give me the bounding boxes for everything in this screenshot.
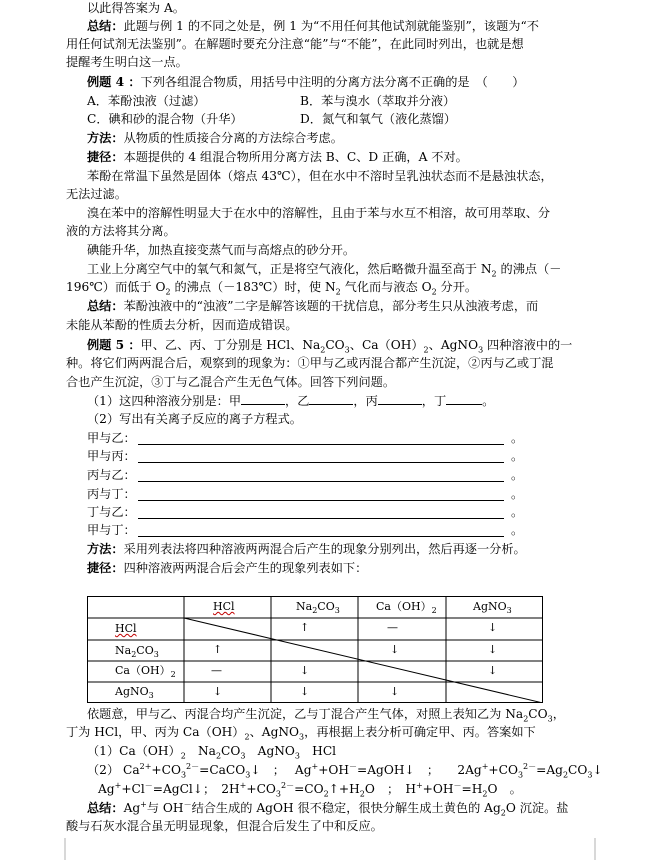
answer-blank[interactable]	[138, 518, 504, 519]
table-cell: ↓	[488, 664, 498, 677]
table-cell: ↓	[390, 685, 400, 698]
pair-label: 丙与乙：	[87, 468, 136, 482]
text-line: 酸与石灰水混合虽无明显现象，但混合后发生了中和反应。	[66, 819, 383, 833]
answer-blank[interactable]	[138, 444, 504, 445]
text-line: 无法过滤。	[66, 187, 127, 201]
text-line: 碘能升华，加热直接变蒸气而与高熔点的砂分开。	[87, 243, 356, 257]
method-line: 方法：采用列表法将四种溶液两两混合后产生的现象分别列出，然后再逐一分析。	[87, 542, 526, 556]
pair-end: 。	[511, 487, 524, 501]
col-header: HCl	[213, 600, 235, 613]
text-line: 依题意，甲与乙、丙混合均产生沉淀，乙与丁混合产生气体，对照上表知乙为 $Na_2CO_3$，	[87, 707, 565, 724]
shortcut-line: 捷径：本题提供的 4 组混合物所用分离方法 B、C、D 正确，A 不对。	[87, 150, 468, 164]
pair-label: 甲与乙：	[87, 431, 136, 445]
summary-paragraph: 总结：苯酚浊液中的“浊液”二字是解答该题的干扰信息，部分考生只从浊液考虑，而	[87, 299, 539, 313]
text-line: 提醒考生明白这一点。	[66, 55, 188, 69]
summary-paragraph: 总结：Ag+与 OH－结合生成的 AgOH 很不稳定，很快分解生成土黄色的 $Ag_2O$ 沉淀。盐	[87, 799, 569, 818]
answer-blank[interactable]	[138, 481, 504, 482]
answer-2: （2） $Ca^{2+}+CO_3^{2-}=CaCO_3↓$ ； Ag++OH－=AgOH↓ ； $2Ag^++CO_3^{2-}=Ag_2CO_3↓$	[87, 761, 603, 780]
example-5-question: 例题 5 ：甲、乙、丙、丁分别是 HCl、$Na_2CO_3$、$Ca(OH)_2$、AgNO$_3$ 四种溶液中的一	[87, 338, 573, 355]
row-header: AgNO$_3$	[115, 685, 154, 701]
text-line: 以此得答案为 A。	[87, 1, 185, 15]
table-cell: ↓	[300, 685, 310, 698]
col-header: $Na_2CO_3$	[296, 600, 340, 616]
col-header: AgNO$_3$	[473, 600, 512, 616]
answer-blank[interactable]	[138, 500, 504, 501]
question-2: （2）写出有关离子反应的离子方程式。	[87, 412, 302, 426]
pair-end: 。	[511, 449, 524, 463]
text-line: 溴在苯中的溶解性明显大于在水中的溶解性，且由于苯与水互不相溶，故可用萃取、分	[87, 206, 551, 220]
table-cell: ↓	[390, 643, 400, 656]
text-line: 丁为 HCl，甲、丙为 $Ca(OH)_2$、AgNO$_3$，再根据上表分析可确定甲、丙。答案如下	[66, 725, 536, 742]
option-c: C．碘和砂的混合物（升华）	[87, 112, 243, 126]
table-cell: —	[387, 621, 398, 634]
pair-end: 。	[511, 431, 524, 445]
table-cell: ↓	[488, 643, 498, 656]
col-header: $Ca(OH)_2$	[376, 600, 437, 616]
answer-blank[interactable]	[138, 462, 504, 463]
method-line: 方法：从物质的性质接合分离的方法综合考虑。	[87, 131, 343, 145]
summary-paragraph: 总结：此题与例 1 的不同之处是，例 1 为“不用任何其他试剂就能鉴别”，该题为“不	[87, 19, 539, 33]
table-cell: ↓	[488, 621, 498, 634]
pair-label: 丙与丁：	[87, 487, 136, 501]
pair-label: 甲与丁：	[87, 523, 136, 537]
text-line: 用任何试剂无法鉴别”。在解题时要充分注意“能”与“不能”，在此同时列出，也就是想	[66, 37, 524, 51]
row-header: $Ca(OH)_2$	[115, 664, 176, 680]
pair-end: 。	[511, 523, 524, 537]
summary-label: 总结：	[87, 19, 124, 33]
table-cell: ↓	[213, 685, 223, 698]
option-a: A．苯酚浊液（过滤）	[87, 94, 206, 108]
option-d: D．氮气和氧气（液化蒸馏）	[300, 112, 457, 126]
text-line: 196℃）而低于 $O_2$ 的沸点（－183℃）时，使 $N_2$ 气化而与液态 $O_2$ 分开。	[66, 280, 478, 297]
reaction-table	[87, 596, 543, 703]
shortcut-line: 捷径：四种溶液两两混合后会产生的现象列表如下：	[87, 561, 368, 575]
table-cell: —	[211, 664, 222, 677]
text-line: 未能从苯酚的性质去分析，因而造成错误。	[66, 318, 298, 332]
text-line: 液的方法将其分离。	[66, 224, 176, 238]
option-b: B．苯与溴水（萃取并分液）	[300, 94, 456, 108]
text-line: 苯酚在常温下虽然是固体（熔点 43℃），但在水中不溶时呈乳浊状态而不是悬浊状态，	[87, 169, 553, 183]
pair-end: 。	[511, 468, 524, 482]
row-header: $Na_2CO_3$	[115, 644, 159, 660]
question-1: （1）这四种溶液分别是：甲 ，乙 ，丙 ，丁 。	[87, 394, 495, 408]
example-4-question: 例题 4 ：下列各组混合物质，用括号中注明的分离方法分离不正确的是 （ ）	[87, 75, 525, 89]
table-cell: ↑	[300, 621, 310, 634]
text-line: 种。将它们两两混合后，观察到的现象为：①甲与乙或丙混合都产生沉淀，②丙与乙或丁混	[66, 356, 554, 370]
answer-blank[interactable]	[138, 536, 504, 537]
table-cell: ↑	[213, 643, 223, 656]
answer-1: $(1)Ca(OH)_2$ $Na_2CO_3$ AgNO$_3$ HCl	[87, 744, 337, 761]
pair-end: 。	[511, 505, 524, 519]
answer-2-cont: Ag++Cl－=AgCl↓； $2H^++CO_3^{2-}=CO_2↑+H_2O$ ； $H^++OH^-=H_2O$ 。	[98, 780, 522, 799]
table-cell: ↓	[300, 664, 310, 677]
pair-label: 甲与丙：	[87, 449, 136, 463]
example-label: 例题 4 ：	[87, 75, 141, 89]
pair-label: 丁与乙：	[87, 505, 136, 519]
text-line: 工业上分离空气中的氧气和氮气，正是将空气液化，然后略微升温至高于 $N_2$ 的沸点（－	[87, 262, 562, 279]
row-header: HCl	[115, 622, 137, 635]
text-line: 合也产生沉淀，③丁与乙混合产生无色气体。回答下列问题。	[66, 375, 396, 389]
